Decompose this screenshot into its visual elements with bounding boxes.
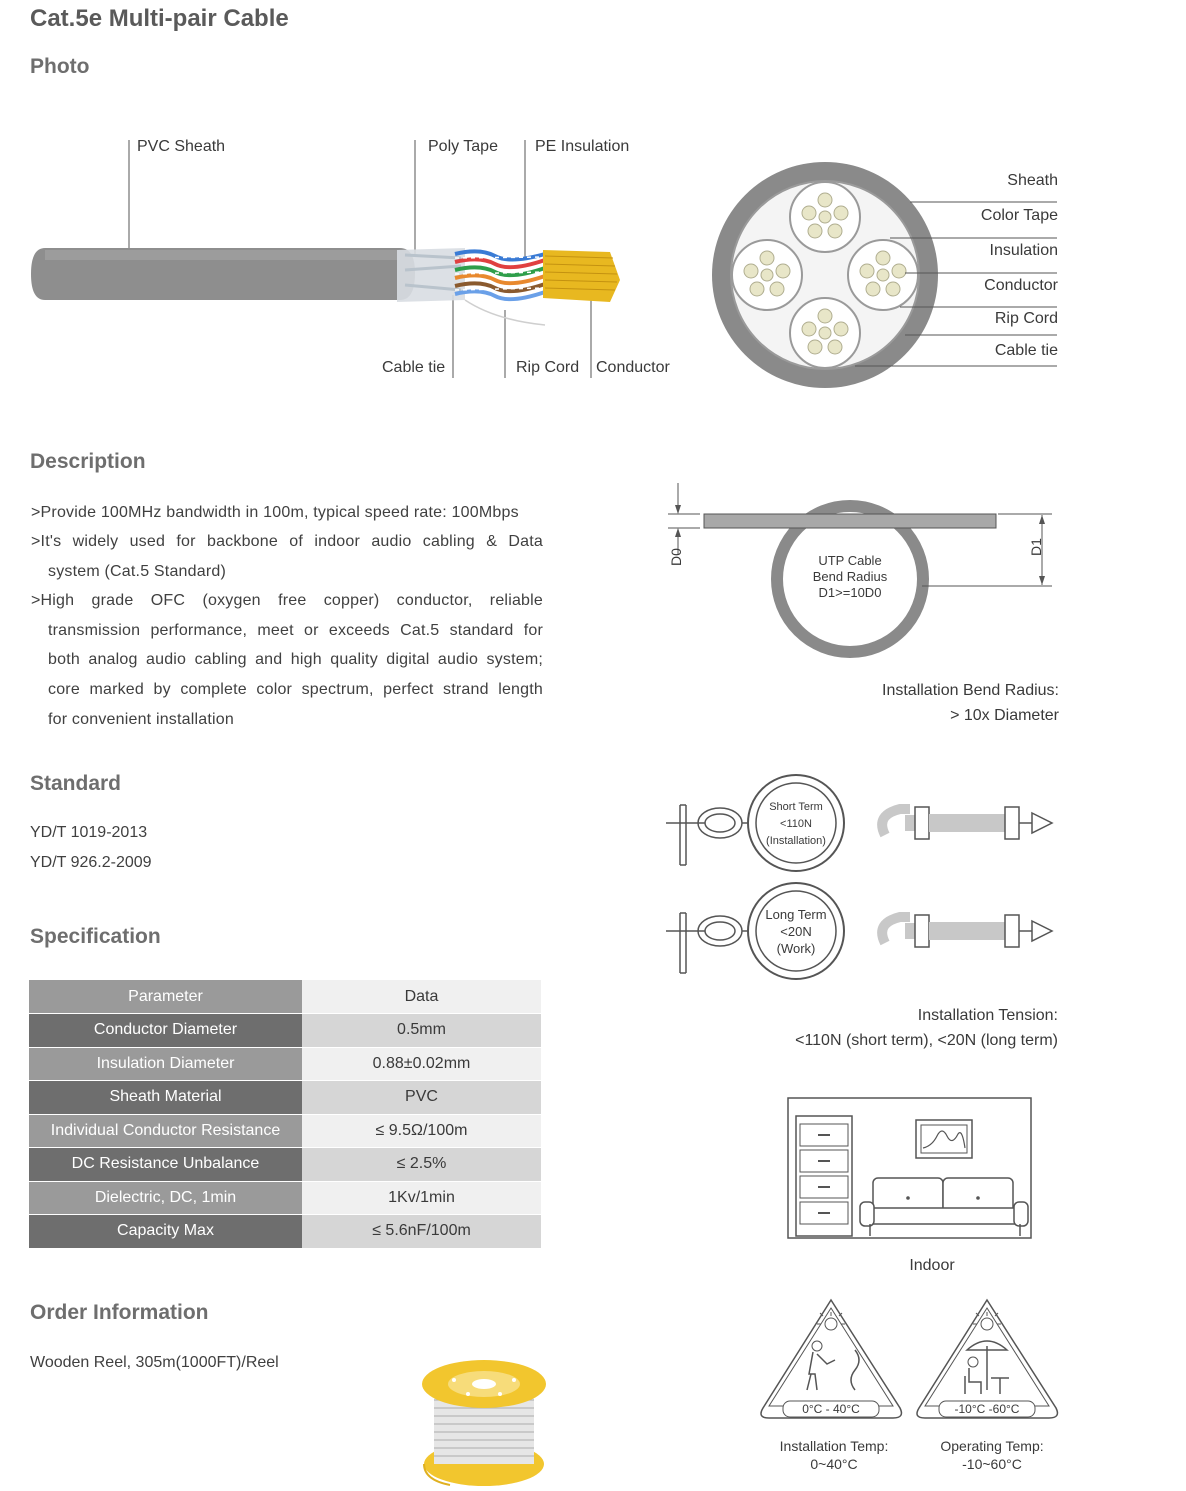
table-cell-data: ≤ 9.5Ω/100m <box>302 1114 541 1148</box>
bend-circle-text <box>790 553 910 601</box>
operate-temp-caption <box>922 1437 1062 1473</box>
xs-label-rip-cord: Rip Cord <box>994 310 1058 327</box>
table-row <box>29 1047 541 1081</box>
tension-long-line: Long Term <box>765 907 827 922</box>
bend-circle-line: UTP Cable <box>818 553 882 568</box>
xs-label-cable-tie: Cable tie <box>994 342 1058 359</box>
install-temp-range: 0°C - 40°C <box>802 1402 860 1416</box>
description-line: core marked by complete color spectrum, perfect strand length <box>48 681 543 698</box>
tension-caption-line: Installation Tension: <box>917 1007 1058 1024</box>
label-rip-cord: Rip Cord <box>516 359 580 376</box>
cable-photo <box>25 130 685 390</box>
tension-caption <box>760 1003 1058 1053</box>
table-row <box>29 1114 541 1148</box>
xs-label-insulation: Insulation <box>989 242 1058 259</box>
description-line: >It's widely used for backbone of indoor audio cabling & Data <box>31 533 543 550</box>
tension-short-text <box>746 799 846 850</box>
table-cell-parameter: Insulation Diameter <box>29 1047 302 1081</box>
install-temp-caption-line: 0~40°C <box>810 1456 858 1472</box>
indoor-label: Indoor <box>909 1257 955 1274</box>
table-cell-parameter: DC Resistance Unbalance <box>29 1148 302 1182</box>
bend-circle-line: D1>=10D0 <box>818 585 882 600</box>
description-heading: Description <box>30 450 146 473</box>
standard-heading: Standard <box>30 772 122 795</box>
description-line: >Provide 100MHz bandwidth in 100m, typical speed rate: 100Mbps <box>31 504 519 521</box>
table-cell-parameter: Sheath Material <box>29 1081 302 1115</box>
table-header-row <box>29 980 541 1014</box>
tension-short-line: Short Term <box>769 801 823 813</box>
operate-temp-range: -10°C -60°C <box>954 1402 1020 1416</box>
tension-long-text <box>746 906 846 957</box>
table-cell-data: 0.5mm <box>302 1014 541 1048</box>
table-row <box>29 1215 541 1249</box>
table-row <box>29 1148 541 1182</box>
specification-heading: Specification <box>30 925 161 948</box>
table-cell-parameter: Conductor Diameter <box>29 1014 302 1048</box>
label-poly-tape: Poly Tape <box>428 138 498 155</box>
label-pvc-sheath: PVC Sheath <box>137 138 226 155</box>
photo-heading: Photo <box>30 55 90 78</box>
operate-temp-caption-line: -10~60°C <box>962 1456 1022 1472</box>
description-line: both analog audio cabling and high quality digital audio system; <box>48 651 543 668</box>
table-header-cell: Parameter <box>29 980 302 1014</box>
tension-caption-line: <110N (short term), <20N (long term) <box>795 1032 1058 1049</box>
bend-caption-line: Installation Bend Radius: <box>882 682 1059 699</box>
order-text: Wooden Reel, 305m(1000FT)/Reel <box>30 1354 279 1371</box>
table-cell-parameter: Individual Conductor Resistance <box>29 1114 302 1148</box>
table-cell-data: ≤ 2.5% <box>302 1148 541 1182</box>
bend-d0-label: D0 <box>668 548 684 566</box>
table-row <box>29 1181 541 1215</box>
bend-caption-line: > 10x Diameter <box>950 707 1059 724</box>
table-cell-data: ≤ 5.6nF/100m <box>302 1215 541 1249</box>
bend-d1-label: D1 <box>1028 538 1044 556</box>
tension-short-line: <110N <box>780 818 812 830</box>
table-cell-parameter: Dielectric, DC, 1min <box>29 1181 302 1215</box>
install-temp-caption <box>764 1437 904 1473</box>
label-conductor: Conductor <box>596 359 670 376</box>
spec-table <box>29 980 541 1249</box>
install-temp-caption-line: Installation Temp: <box>779 1438 889 1454</box>
table-row <box>29 1081 541 1115</box>
description-line: system (Cat.5 Standard) <box>48 563 226 580</box>
xs-label-sheath: Sheath <box>1007 172 1058 189</box>
page-title: Cat.5e Multi-pair Cable <box>30 5 289 32</box>
description-line: >High grade OFC (oxygen free copper) conductor, reliable <box>31 592 543 609</box>
table-cell-data: 1Kv/1min <box>302 1181 541 1215</box>
table-cell-data: PVC <box>302 1081 541 1115</box>
table-cell-parameter: Capacity Max <box>29 1215 302 1249</box>
operate-temp-caption-line: Operating Temp: <box>940 1438 1044 1454</box>
standard-item: YD/T 1019-2013 <box>30 824 148 841</box>
bend-caption <box>820 678 1059 728</box>
label-pe-insulation: PE Insulation <box>535 138 630 155</box>
indoor-illustration <box>780 1090 1040 1250</box>
tension-long-line: (Work) <box>776 941 816 956</box>
order-heading: Order Information <box>30 1301 209 1324</box>
description-line: transmission performance, meet or exceeds Cat.5 standard for <box>48 622 543 639</box>
xs-label-conductor: Conductor <box>984 277 1058 294</box>
bend-circle-line: Bend Radius <box>812 569 888 584</box>
standard-item: YD/T 926.2-2009 <box>30 854 152 871</box>
description-line: for convenient installation <box>48 711 234 728</box>
label-cable-tie: Cable tie <box>382 359 446 376</box>
table-header-cell: Data <box>302 980 541 1014</box>
tension-short-line: (Installation) <box>766 835 826 847</box>
table-row <box>29 1014 541 1048</box>
xs-label-color-tape: Color Tape <box>980 207 1058 224</box>
tension-long-line: <20N <box>780 924 812 939</box>
table-cell-data: 0.88±0.02mm <box>302 1047 541 1081</box>
wooden-reel-image <box>410 1352 558 1490</box>
tension-diagram <box>660 765 1070 980</box>
